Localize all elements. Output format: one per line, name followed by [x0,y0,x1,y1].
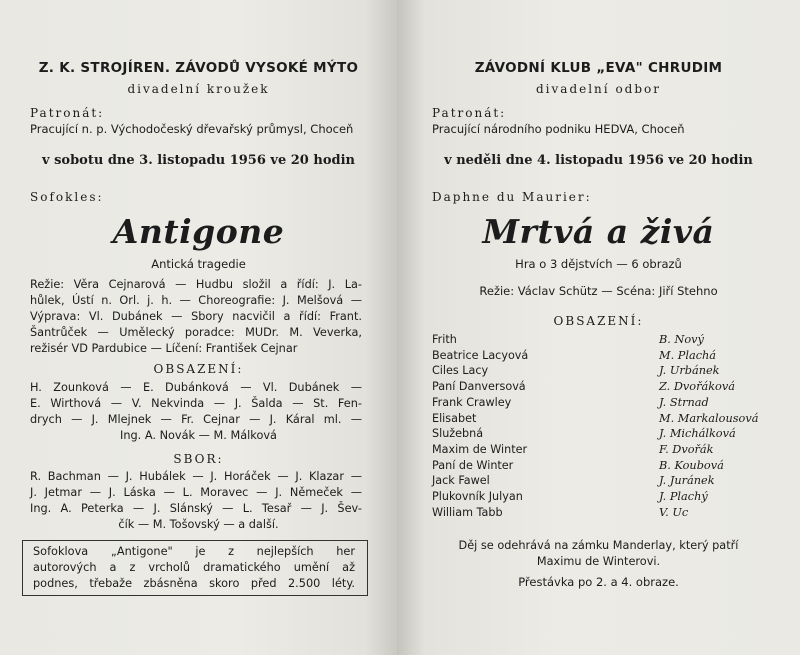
cast-actor: M. Plachá [659,348,717,362]
cast-actor: B. Koubová [659,458,724,472]
right-play-title: Mrtvá a živá [482,212,715,251]
chorus-line: R. Bachman — J. Hubálek — J. Horáček — J. Klazar — [30,470,362,483]
right-genre: Hra o 3 dějstvích — 6 obrazů [515,257,682,271]
cast-line: E. Wirthová — V. Nekvinda — J. Šalda — St. Fen- [30,397,362,410]
cast-actor: J. Plachý [659,490,708,503]
cast-role: William Tabb [432,505,503,519]
right-cast-heading: OBSAZENÍ: [553,314,644,328]
left-cast-heading: OBSAZENÍ: [153,362,244,376]
cast-role: Beatrice Lacyová [432,348,529,362]
note-line: Sofoklova „Antigone" je z nejlepších her [33,545,355,558]
note-line: autorových a z vrcholů dramatického umění až [33,561,355,574]
cast-role: Paní de Winter [432,458,514,472]
cast-role: Plukovník Julyan [432,490,523,503]
cast-role: Jack Fawel [432,474,490,488]
cast-role: Frith [432,333,457,346]
cast-actor: B. Nový [659,333,704,346]
note-box [22,540,368,596]
left-page [0,0,397,655]
cast-line: H. Zounková — E. Dubánková — Vl. Dubánek — [30,381,362,394]
right-date: v neděli dne 4. listopadu 1956 ve 20 hodin [444,153,753,168]
cast-actor: F. Dvořák [659,442,714,456]
right-author: Daphne du Maurier: [432,190,592,204]
chorus-line: J. Jetmar — J. Láska — L. Moravec — J. Němeček — [30,486,362,499]
cast-actor: J. Strnad [659,395,709,409]
left-author: Sofokles: [30,190,104,204]
right-patron-label: Patronát: [432,106,507,120]
chorus-line: čík — M. Tošovský — a další. [118,518,279,531]
cast-line: Ing. A. Novák — M. Málková [120,429,277,442]
credits-line: Šantrůček — Umělecký poradce: MUDr. M. Veverka, [30,326,362,339]
cast-actor: Z. Dvořáková [659,380,735,394]
cast-role: Frank Crawley [432,395,512,409]
cast-role: Služebná [432,427,484,441]
cast-actor: V. Uc [659,505,689,519]
cast-line: drych — J. Mlejnek — Fr. Cejnar — J. Káral ml. — [30,413,362,426]
left-play-title: Antigone [112,212,285,251]
note-line: podnes, třebaže zbásněna skoro před 2.500 léty. [33,577,355,590]
cast-role: Paní Danversová [432,380,526,394]
left-patron-label: Patronát: [30,106,105,120]
right-subheader: divadelní odbor [535,82,661,96]
cast-actor: J. Urbánek [659,364,720,378]
left-date: v sobotu dne 3. listopadu 1956 ve 20 hodin [42,153,355,168]
left-chorus-heading: SBOR: [173,452,224,466]
left-genre: Antická tragedie [151,257,246,271]
setting-line: Děj se odehrává na zámku Manderlay, který patří [458,539,739,552]
cast-role: Ciles Lacy [432,364,489,378]
right-page [397,0,800,655]
credits-line: režisér VD Pardubice — Líčení: František Cejnar [30,342,298,355]
cast-actor: M. Markalousová [659,411,759,425]
credits-line: Režie: Věra Cejnarová — Hudbu složil a řídí: J. La- [30,278,362,291]
left-patron: Pracující n. p. Východočeský dřevařský průmysl, Choceň [30,122,354,136]
left-header: Z. K. STROJÍREN. ZÁVODŮ VYSOKÉ MÝTO [38,60,359,76]
right-patron: Pracující národního podniku HEDVA, Choceň [432,122,685,136]
right-credits: Režie: Václav Schütz — Scéna: Jiří Stehno [479,284,718,298]
credits-line: Výprava: Vl. Dubánek — Sbory nacvičil a řídí: Frant. [30,310,362,323]
chorus-line: Ing. A. Peterka — J. Slánský — L. Tesař — J. Šev- [30,502,362,515]
cast-actor: J. Juránek [659,474,715,488]
credits-line: hůlek, Ústí n. Orl. j. h. — Choreografie: J. Melšová — [30,294,362,307]
cast-role: Maxim de Winter [432,442,528,456]
right-intermission: Přestávka po 2. a 4. obraze. [518,575,679,589]
cast-role: Elisabet [432,411,477,425]
setting-line: Maximu de Winterovi. [536,555,661,568]
cast-actor: J. Michálková [659,427,736,441]
left-subheader: divadelní kroužek [127,82,270,96]
right-header: ZÁVODNÍ KLUB „EVA" CHRUDIM [474,60,723,76]
